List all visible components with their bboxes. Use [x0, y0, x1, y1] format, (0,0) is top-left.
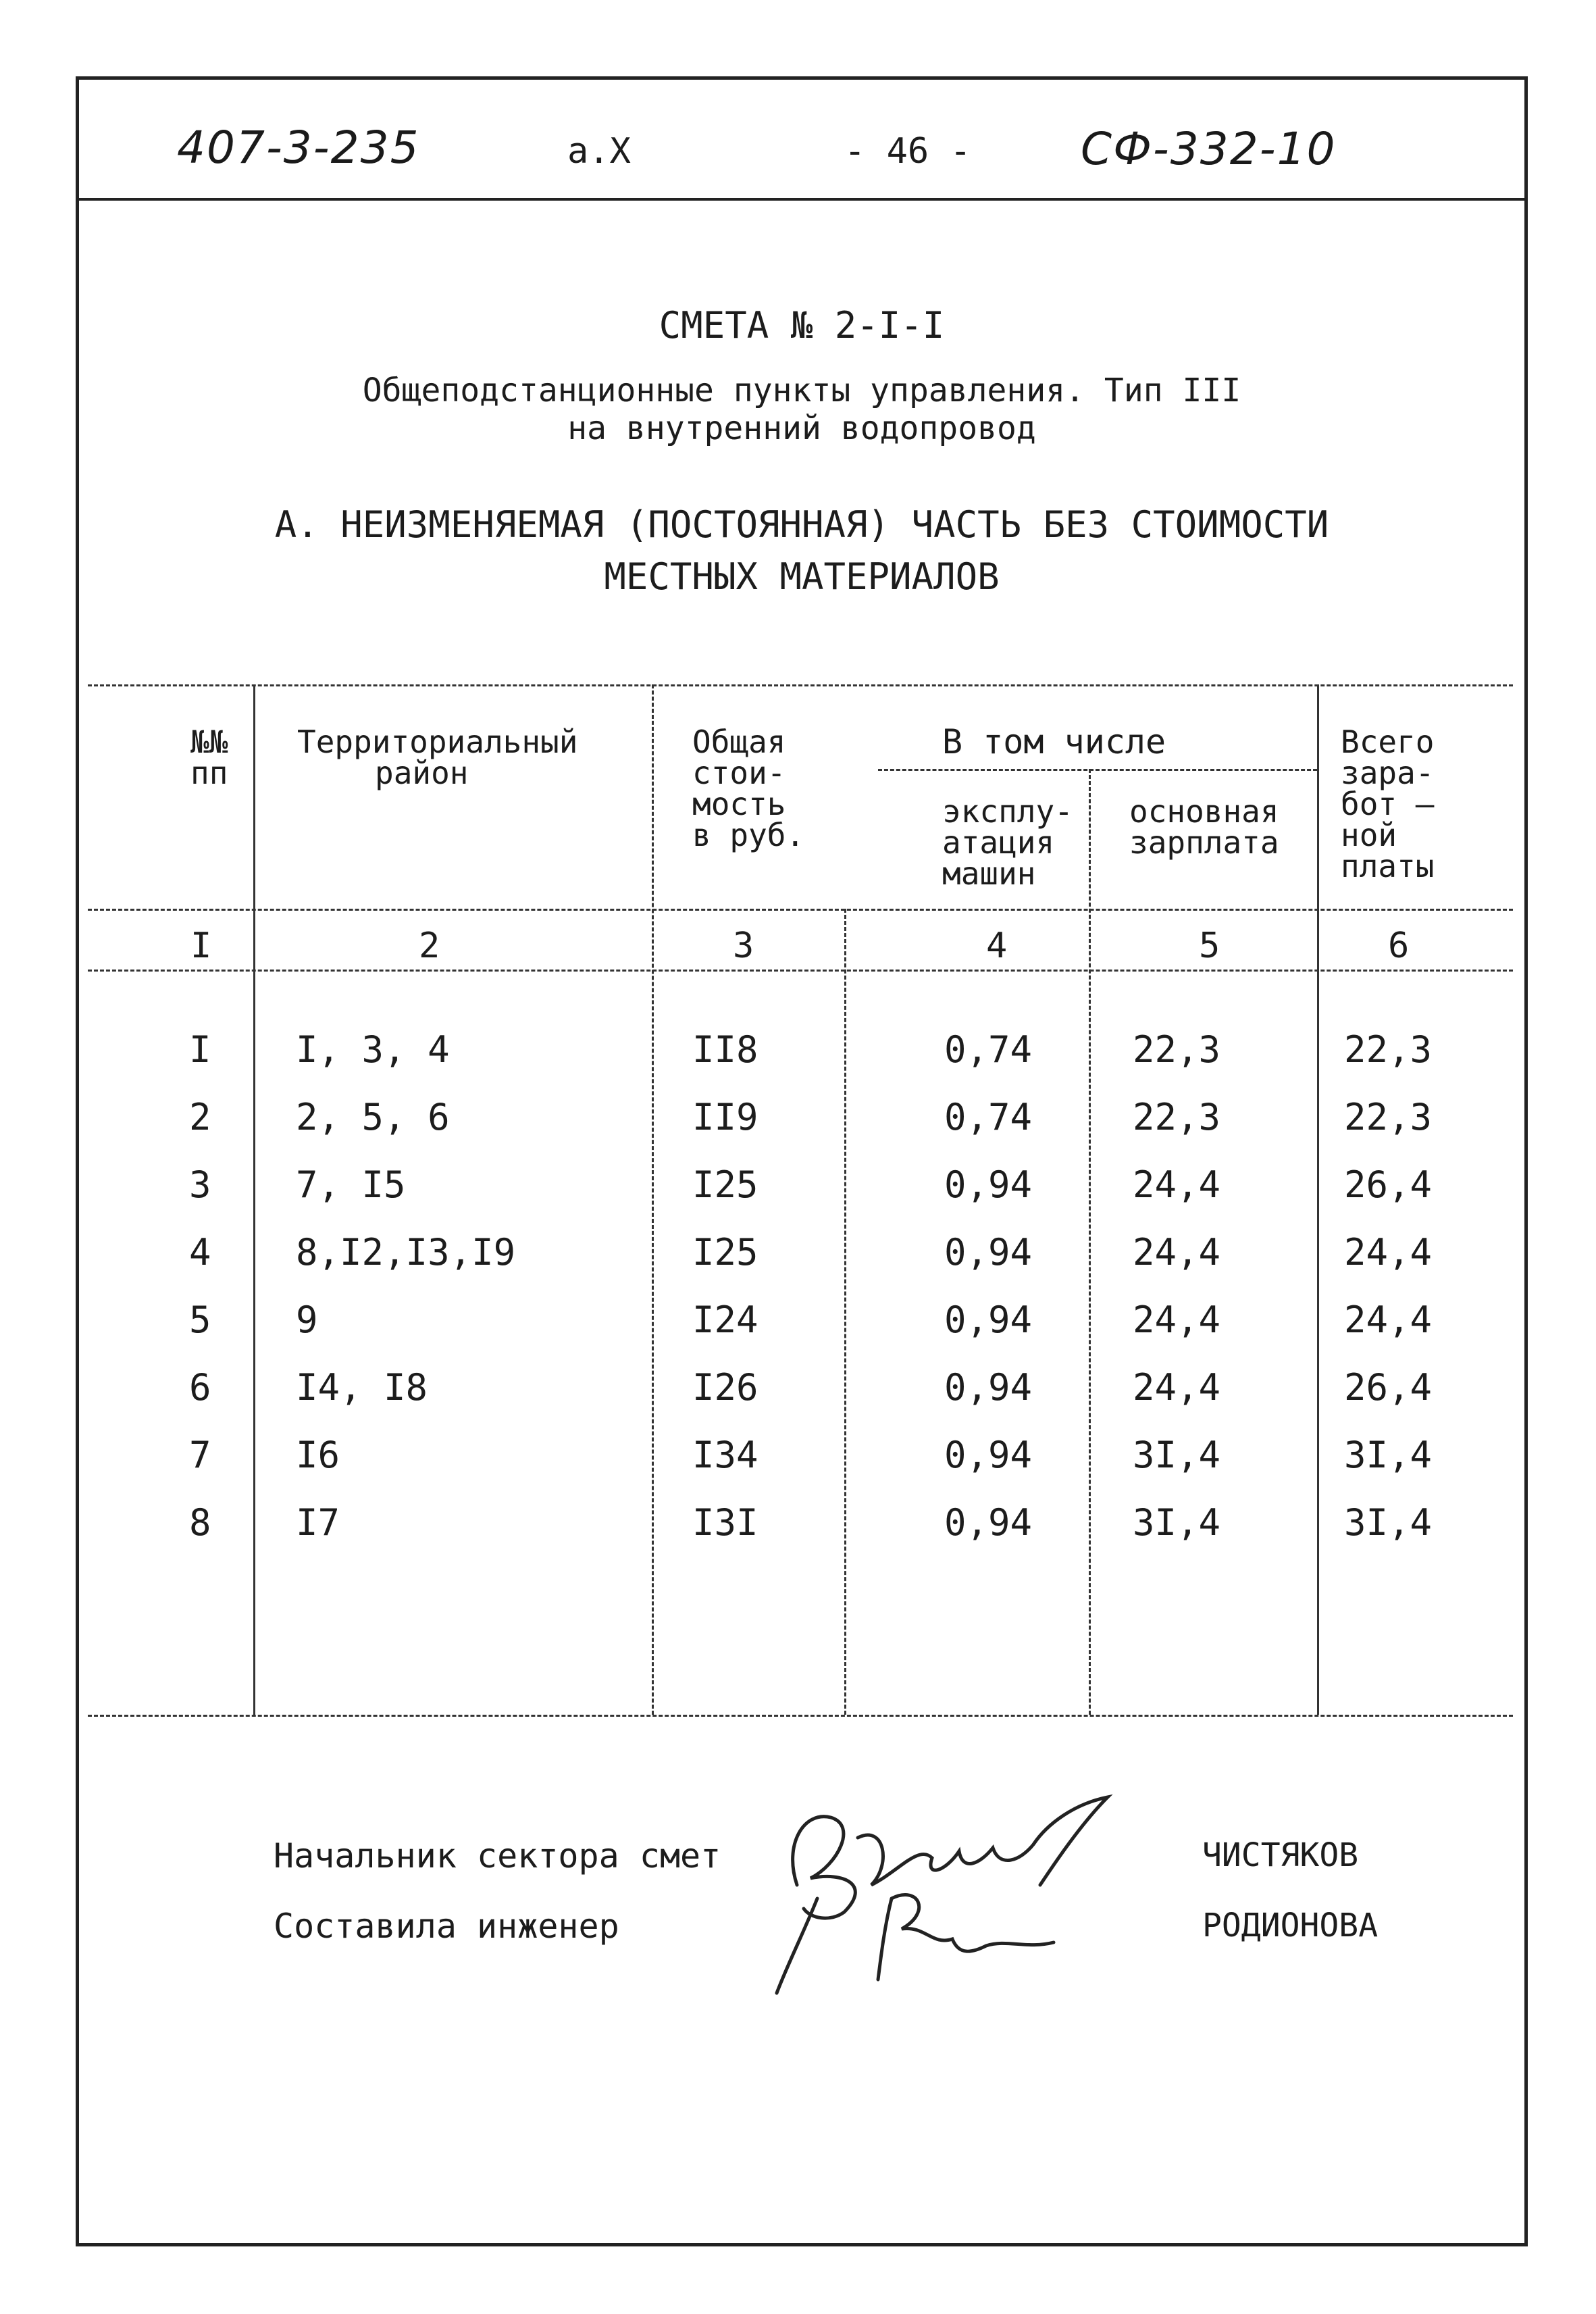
row-number: 2 [189, 1096, 211, 1138]
row-salary: 3I,4 [1133, 1501, 1221, 1544]
row-salary: 3I,4 [1133, 1434, 1221, 1476]
row-machines: 0,74 [944, 1028, 1033, 1071]
header-col6-line5: платы [1341, 848, 1435, 884]
sheet-code: СФ-332-10 [1081, 123, 1337, 175]
section-heading-2: МЕСТНЫХ МАТЕРИАЛОВ [604, 555, 1000, 598]
row-machines: 0,74 [944, 1096, 1033, 1138]
row-number: I [189, 1028, 211, 1071]
section-heading-1: А. НЕИЗМЕНЯЕМАЯ (ПОСТОЯННАЯ) ЧАСТЬ БЕЗ СТОИМОСТИ [274, 503, 1329, 546]
row-wages: 24,4 [1344, 1231, 1433, 1274]
header-col2-line1: Территориальный [297, 724, 578, 760]
estimate-title: СМЕТА № 2-I-I [659, 304, 945, 347]
col-divider-3 [844, 909, 846, 1715]
header-col5-line2: зарплата [1129, 824, 1279, 861]
name-chistyakov: ЧИСТЯКОВ [1202, 1836, 1359, 1874]
row-region: 2, 5, 6 [296, 1096, 450, 1138]
row-total: II9 [692, 1096, 758, 1138]
row-wages: 26,4 [1344, 1366, 1433, 1409]
row-total: I25 [692, 1163, 758, 1206]
header-col5-line1: основная [1129, 793, 1279, 830]
row-salary: 24,4 [1133, 1366, 1221, 1409]
header-col2-line2: район [375, 755, 469, 791]
row-total: I26 [692, 1366, 758, 1409]
row-total: II8 [692, 1028, 758, 1071]
row-wages: 22,3 [1344, 1028, 1433, 1071]
estimate-subtitle-1: Общеподстанционные пункты управления. Тип III [362, 372, 1241, 409]
row-total: I24 [692, 1299, 758, 1341]
header-divider [76, 198, 1528, 201]
colnum-2: 2 [419, 926, 440, 966]
header-col6-line3: бот – [1341, 786, 1435, 822]
row-region: I7 [296, 1501, 340, 1544]
row-number: 7 [189, 1434, 211, 1476]
row-machines: 0,94 [944, 1501, 1033, 1544]
header-col3-line4: в руб. [692, 817, 805, 853]
header-col6-line2: зара- [1341, 755, 1435, 791]
row-machines: 0,94 [944, 1434, 1033, 1476]
row-region: I6 [296, 1434, 340, 1476]
row-region: 9 [296, 1299, 318, 1341]
role-engineer: Составила инженер [274, 1907, 619, 1946]
group-divider [878, 769, 1317, 771]
col-divider-5 [1317, 684, 1319, 1715]
header-col6-line1: Всего [1341, 724, 1435, 760]
header-col4-line1: эксплу- [942, 793, 1073, 830]
row-number: 5 [189, 1299, 211, 1341]
row-salary: 22,3 [1133, 1096, 1221, 1138]
header-bottom-line [88, 909, 1513, 911]
header-col3-line2: стои- [692, 755, 786, 791]
row-wages: 3I,4 [1344, 1501, 1433, 1544]
row-total: I3I [692, 1501, 758, 1544]
row-wages: 26,4 [1344, 1163, 1433, 1206]
role-head-of-sector: Начальник сектора смет [274, 1836, 721, 1876]
row-salary: 24,4 [1133, 1163, 1221, 1206]
name-rodionova: РОДИОНОВА [1202, 1907, 1379, 1944]
page-number: - 46 - [844, 131, 971, 172]
row-region: 7, I5 [296, 1163, 406, 1206]
colnum-bottom-line [88, 970, 1513, 972]
project-code: 407-3-235 [177, 122, 420, 174]
album-label: а.Х [567, 131, 631, 172]
table-top-line [88, 684, 1513, 686]
header-col6-line4: ной [1341, 817, 1397, 853]
row-number: 6 [189, 1366, 211, 1409]
colnum-3: 3 [733, 926, 754, 966]
header-col4-line2: атация [942, 824, 1055, 861]
colnum-4: 4 [986, 926, 1008, 966]
row-number: 8 [189, 1501, 211, 1544]
header-group: В том числе [942, 722, 1166, 761]
row-region: I4, I8 [296, 1366, 428, 1409]
row-machines: 0,94 [944, 1163, 1033, 1206]
col-divider-1 [253, 684, 255, 1715]
colnum-6: 6 [1388, 926, 1410, 966]
row-region: I, 3, 4 [296, 1028, 450, 1071]
row-salary: 24,4 [1133, 1299, 1221, 1341]
row-salary: 22,3 [1133, 1028, 1221, 1071]
row-wages: 3I,4 [1344, 1434, 1433, 1476]
row-total: I25 [692, 1231, 758, 1274]
header-col3-line3: мость [692, 786, 786, 822]
row-number: 3 [189, 1163, 211, 1206]
handwritten-signatures [756, 1784, 1162, 2007]
col-divider-2 [652, 684, 654, 1715]
row-salary: 24,4 [1133, 1231, 1221, 1274]
row-total: I34 [692, 1434, 758, 1476]
header-col3-line1: Общая [692, 724, 786, 760]
row-wages: 24,4 [1344, 1299, 1433, 1341]
header-col4-line3: машин [942, 855, 1036, 892]
row-machines: 0,94 [944, 1231, 1033, 1274]
row-region: 8,I2,I3,I9 [296, 1231, 516, 1274]
row-wages: 22,3 [1344, 1096, 1433, 1138]
colnum-5: 5 [1199, 926, 1220, 966]
colnum-1: I [190, 926, 212, 966]
row-number: 4 [189, 1231, 211, 1274]
header-col1-line1: №№ [190, 724, 228, 760]
estimate-subtitle-2: на внутренний водопровод [567, 409, 1036, 447]
table-bottom-line [88, 1715, 1513, 1717]
row-machines: 0,94 [944, 1366, 1033, 1409]
col-divider-4 [1089, 769, 1091, 1715]
header-col1-line2: пп [190, 755, 228, 791]
row-machines: 0,94 [944, 1299, 1033, 1341]
